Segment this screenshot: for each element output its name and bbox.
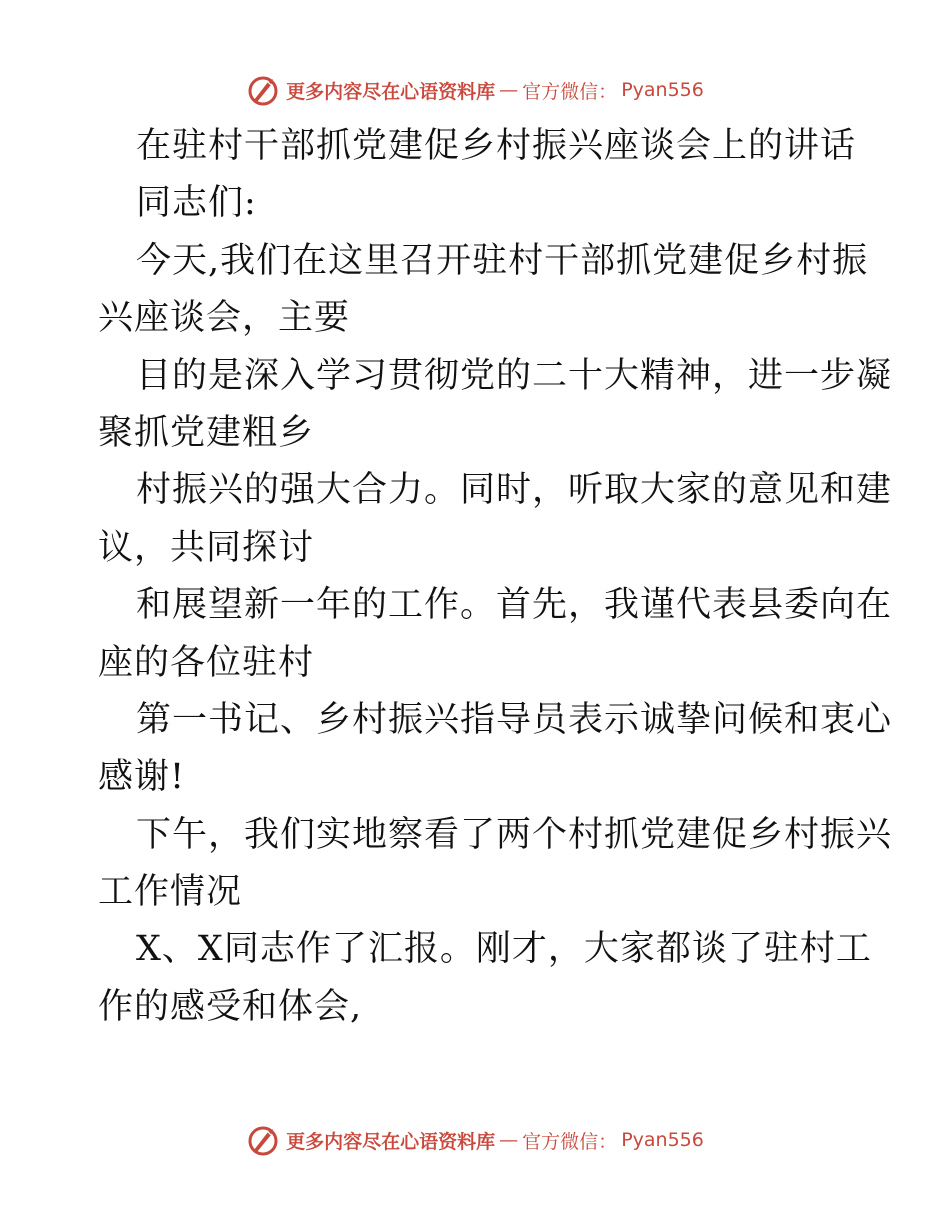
paragraph-line: 兴座谈会，主要: [98, 298, 351, 339]
paragraph-line: 聚抓党建粗乡: [98, 412, 315, 453]
document-body: [98, 118, 893, 1036]
paragraph-line: 下午，我们实地察看了两个村抓党建促乡村振兴: [136, 814, 893, 855]
salutation: 同志们:: [136, 183, 257, 224]
paragraph-line: 村振兴的强大合力。同时，听取大家的意见和建: [136, 470, 893, 511]
paragraph-line: 作的感受和体会,: [98, 986, 363, 1027]
header-watermark: [0, 70, 950, 110]
watermark-wechat-id: Pyan556: [621, 1129, 704, 1151]
paragraph-line: 和展望新一年的工作。首先，我谨代表县委向在: [136, 585, 893, 626]
paragraph-line: 感谢!: [98, 757, 186, 798]
quill-pen-seal-icon: [246, 73, 280, 107]
paragraph-line: 议，共同探讨: [98, 527, 315, 568]
paragraph-line: 座的各位驻村: [98, 642, 315, 683]
quill-pen-seal-icon: [246, 1123, 280, 1157]
paragraph-line: 目的是深入学习贯彻党的二十大精神，进一步凝: [136, 355, 893, 396]
watermark-main-text: 更多内容尽在心语资料库: [286, 80, 496, 103]
footer-watermark: [0, 1120, 950, 1160]
watermark-label: 官方微信：: [522, 80, 618, 103]
paragraph-line: X、X同志作了汇报。刚才，大家都谈了驻村工: [136, 929, 872, 970]
paragraph-line: 第一书记、乡村振兴指导员表示诚挚问候和衷心: [136, 699, 893, 740]
document-title: 在驻村干部抓党建促乡村振兴座谈会上的讲话: [136, 126, 857, 166]
watermark-main-text: 更多内容尽在心语资料库: [286, 1130, 496, 1153]
paragraph-line: 今天,我们在这里召开驻村干部抓党建促乡村振: [136, 240, 869, 281]
paragraph-line: 工作情况: [98, 872, 243, 913]
watermark-dash: —: [499, 1129, 519, 1151]
watermark-wechat-id: Pyan556: [621, 79, 704, 101]
watermark-label: 官方微信：: [522, 1130, 618, 1153]
watermark-dash: —: [499, 79, 519, 101]
